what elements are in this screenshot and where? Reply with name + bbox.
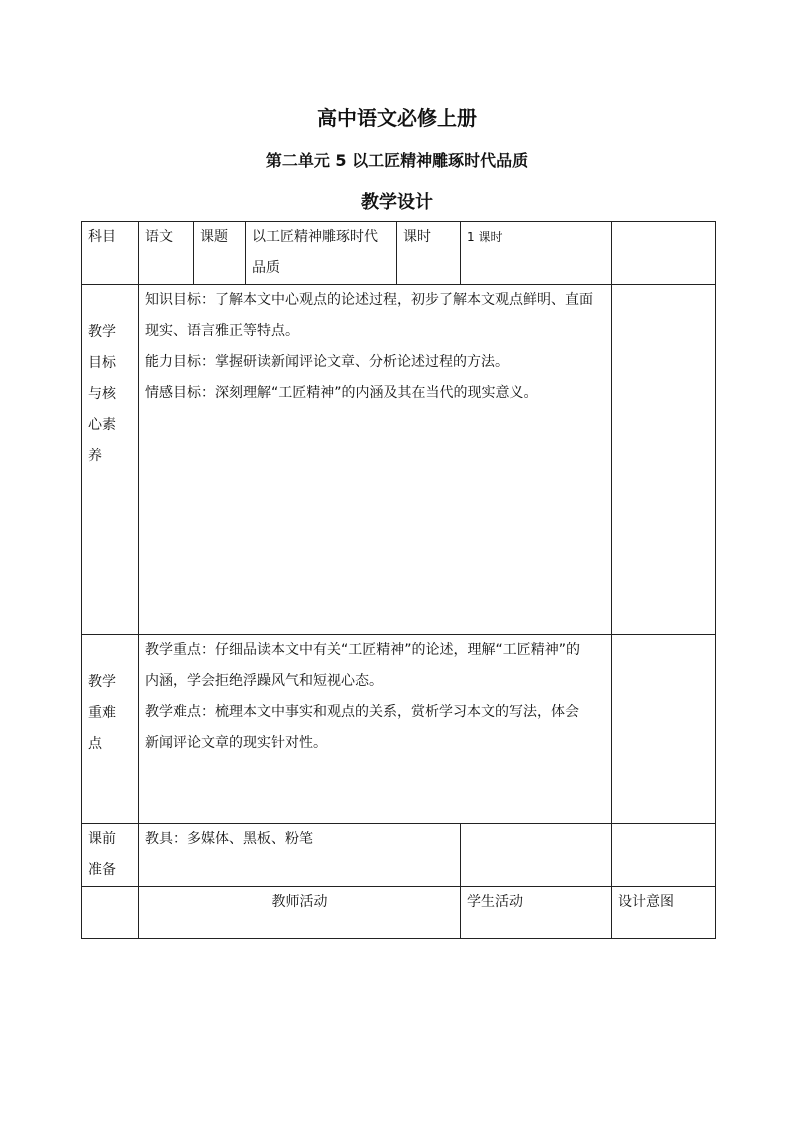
document-type: 教学设计 bbox=[361, 192, 433, 213]
emotion-objective: 情感目标：深刻理解“工匠精神”的内涵及其在当代的现实意义。 bbox=[145, 385, 538, 401]
subject-value: 语文 bbox=[139, 222, 194, 285]
ability-objective: 能力目标：掌握研读新闻评论文章、分析论述过程的方法。 bbox=[145, 354, 509, 370]
keypoints-content bbox=[139, 635, 612, 824]
topic-label: 课题 bbox=[194, 222, 246, 285]
empty-cell bbox=[612, 285, 716, 635]
lesson-subtitle: 第二单元 5 以工匠精神雕琢时代品质 bbox=[265, 151, 529, 170]
key-point: 教学重点：仔细品读本文中有关“工匠精神”的论述，理解“工匠精神”的内涵，学会拒绝浮躁风气和短视心态。 bbox=[145, 642, 581, 689]
period-value: 1 课时 bbox=[461, 222, 612, 285]
lesson-plan-table bbox=[81, 221, 716, 939]
info-row bbox=[82, 222, 716, 285]
empty-cell bbox=[82, 887, 139, 939]
topic-value: 以工匠精神雕琢时代品质 bbox=[246, 222, 397, 285]
activities-header-row bbox=[82, 887, 716, 939]
prep-row bbox=[82, 824, 716, 887]
difficult-point: 教学难点：梳理本文中事实和观点的关系，赏析学习本文的写法，体会新闻评论文章的现实针对性。 bbox=[145, 704, 579, 751]
objectives-content bbox=[139, 285, 612, 635]
keypoints-row bbox=[82, 635, 716, 824]
empty-cell bbox=[612, 824, 716, 887]
objectives-label: 教学目标与核心素养 bbox=[82, 285, 139, 635]
period-label: 课时 bbox=[397, 222, 461, 285]
document-title: 高中语文必修上册 bbox=[317, 106, 477, 130]
objectives-row bbox=[82, 285, 716, 635]
student-activity-header: 学生活动 bbox=[461, 887, 612, 939]
design-intent-header: 设计意图 bbox=[612, 887, 716, 939]
empty-cell bbox=[612, 635, 716, 824]
subject-label: 科目 bbox=[82, 222, 139, 285]
keypoints-label: 教学重难点 bbox=[82, 635, 139, 824]
empty-cell bbox=[461, 824, 612, 887]
teacher-activity-header: 教师活动 bbox=[139, 887, 461, 939]
prep-content: 教具：多媒体、黑板、粉笔 bbox=[139, 824, 461, 887]
knowledge-objective: 知识目标：了解本文中心观点的论述过程，初步了解本文观点鲜明、直面现实、语言雅正等特点。 bbox=[145, 292, 593, 339]
empty-cell bbox=[612, 222, 716, 285]
prep-label: 课前准备 bbox=[82, 824, 139, 887]
